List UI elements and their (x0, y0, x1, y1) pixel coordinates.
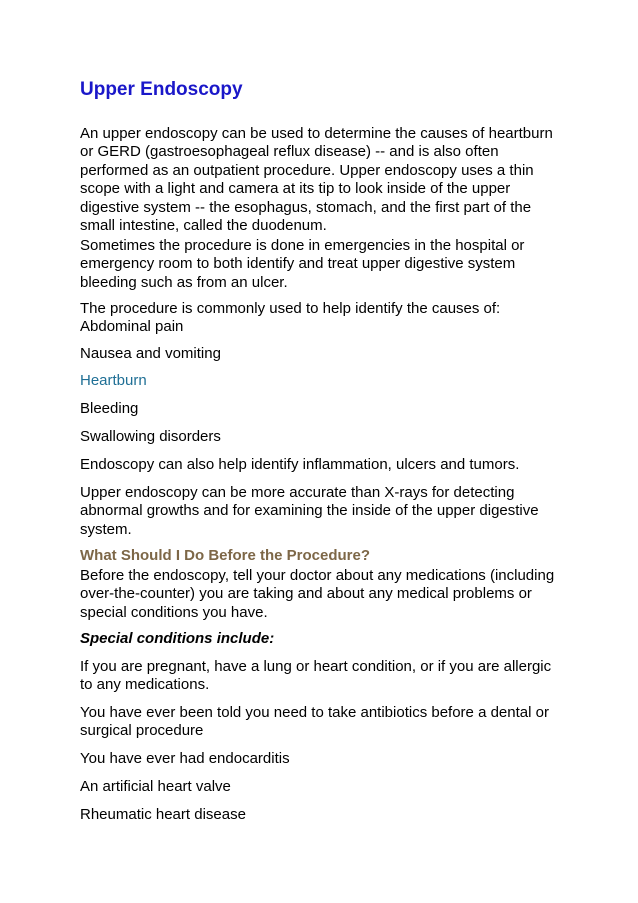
intro-paragraph: An upper endoscopy can be used to determine the causes of heartburn or GERD (gastroesophageal reflux disease) -- and is also often performed as an outpatient procedure. Upper endoscopy uses a thin scope with a light and camera at its tip to look inside of the upper digestive system -- the esophagus, stomach, and the first part of the small intestine, called the duodenum. (80, 125, 553, 235)
accuracy-paragraph: Upper endoscopy can be more accurate than X-rays for detecting abnormal growths and for examining the inside of the upper digestive system. (80, 484, 539, 538)
inflammation-paragraph: Endoscopy can also help identify inflammation, ulcers and tumors. (80, 456, 520, 473)
condition-pregnant-allergic: If you are pregnant, have a lung or heart condition, or if you are allergic to any medications. (80, 658, 552, 694)
list-item-swallowing: Swallowing disorders (80, 428, 221, 445)
before-procedure-paragraph: Before the endoscopy, tell your doctor about any medications (including over-the-counter) you are taking and about any medical problems or special conditions you have. (80, 567, 555, 621)
page-title: Upper Endoscopy (80, 79, 243, 100)
condition-endocarditis: You have ever had endocarditis (80, 750, 290, 767)
condition-artificial-valve: An artificial heart valve (80, 778, 231, 795)
condition-antibiotics: You have ever been told you need to take antibiotics before a dental or surgical procedure (80, 704, 549, 740)
section-subheading: What Should I Do Before the Procedure? (80, 547, 371, 564)
causes-intro-paragraph: The procedure is commonly used to help identify the causes of: Abdominal pain (80, 300, 501, 336)
condition-rheumatic: Rheumatic heart disease (80, 806, 246, 823)
emergency-paragraph: Sometimes the procedure is done in emergencies in the hospital or emergency room to both identify and treat upper digestive system bleeding such as from an ulcer. (80, 237, 525, 291)
list-item-bleeding: Bleeding (80, 400, 139, 417)
heartburn-link[interactable]: Heartburn (80, 372, 147, 389)
special-conditions-heading: Special conditions include: (80, 630, 275, 647)
list-item-nausea: Nausea and vomiting (80, 345, 221, 362)
